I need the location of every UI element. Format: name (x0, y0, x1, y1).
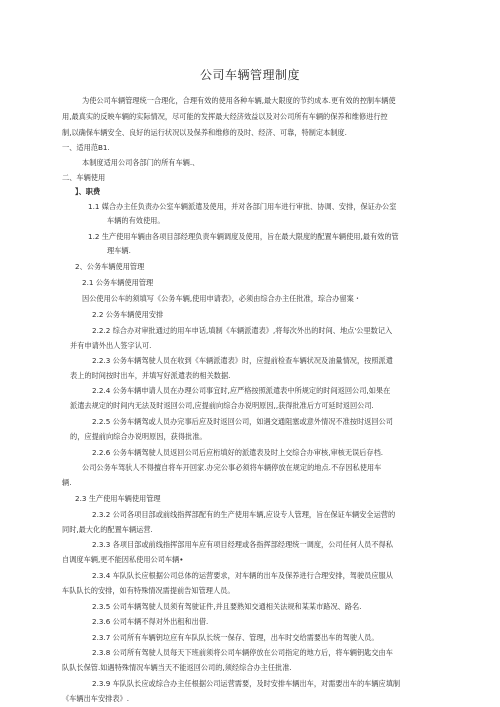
body-line: 2.3.6 公司车辆不得对外出租和出借. (92, 617, 209, 626)
body-line: 2.2.2 综合办对审批通过的用车申话,填制《车辆派遣表》,将每次外出的时间、地点'公里数记入 (92, 326, 393, 335)
body-line: 2.3.2 公司各项目部或前线指挥部配有的生产使用车辆,应设专人管理，旨在保证车辆安全运营的 (92, 510, 396, 519)
body-line: 本制度适用公司各部门的所有车辆.、 (82, 158, 200, 167)
body-line: 队队长保管.如遇特殊情况车辆当天不能返回公司的,须经综合办主任批准. (62, 663, 292, 672)
body-line: 并有申请外出人签字认可. (70, 341, 152, 350)
body-line: 表上的时间按时出车，并填写好派遣表的相关数据. (70, 371, 231, 380)
body-line: 的，应提前向综合办说明原因，获得批准。 (70, 432, 207, 441)
body-line: 辆. (62, 478, 72, 487)
body-line: 2.2.6 公务车辆驾驶人员返回公司后应桁填好的派遣表及时上交综合办审核,审核无误后存档. (92, 448, 384, 457)
body-line: 2.3.8 公司所有驾驶人员每天下班前须将公司车辆停放在公司指定的地方后，将车辆钥匙交由车 (92, 648, 393, 657)
body-line: 2.2.5 公务车辆驾或人员办完事后应及时返回公司，如遇交通阻塞或意外情况不准按时返回公司 (92, 417, 393, 426)
body-line: 2.3 生产使用车辆使用管理 (75, 494, 161, 503)
body-line: 】、职费 (75, 187, 101, 196)
body-line: 因公使用公车的须填写《公务车辆,使用申请表》，必须由综合办主任批准，琮合办留案・ (82, 294, 362, 303)
body-line: 为使公司车辆管理统一合理化，合理有效的使用各种车辆,最大限度的节约成本.更有效的控制车辆使 (82, 96, 396, 105)
body-line: 2.2.3 公务车辆驾驶人员在收到《车辆派遣表》时，应提前检查车辆状况及油量情况，按照派遣 (92, 356, 393, 365)
body-line: 二、车辆使用 (62, 173, 106, 182)
body-line: 理车辆. (107, 246, 131, 255)
body-line: 2.3.3 各项目部或前线指挥部用车应有项目经理或各指挥部经理统一调度，公司任何人员不得私 (92, 540, 393, 549)
body-line: 2.2.4 公务车辆申请人员在办理公司事宜时,应严格按照派遣表中所规定的时间返回公司,如果在 (92, 386, 391, 395)
body-line: 1.2 生产使用车辆由各项目部经理负责车辆调度及使用，旨在最大限度的配置车辆使用,最有效的管 (88, 232, 399, 241)
body-line: 自调度车辆,更不能因私使用公司车辆• (62, 555, 184, 564)
body-line: 派遣去规定的时间内无法及时返回公司,应提前向综合办说明原因,,获得批准后方可延时返回公司. (70, 401, 374, 410)
body-line: 2、公务车辆使用管理 (75, 262, 145, 271)
body-line: 车队队长的安排，如有特殊情况需提前告知管理人员。 (62, 586, 235, 595)
body-line: 1.1 媒合办主任负责办公室车辆派遣及使用，并对各部门用车进行审批、协调、安排，保证办公室 (88, 202, 397, 211)
body-line: 同时,最大化的配置车辆运营. (62, 525, 153, 534)
body-line: 2.3.7 公司所有车辆钥垃应有车队队长统一保存、管理，出车时交给需要出车的驾驶人员。 (92, 633, 379, 642)
body-line: 公司公务车驾驮人不得擅自将车开回家.办完公事必须将车辆停放在规定的地点.不存因私使用车 (82, 463, 382, 472)
body-line: 2.3.5 公司车辆驾驶人员须有驾驶证件,并且要熟知交通相关法规和某某市路况、路名. (92, 602, 362, 611)
body-line: 制,以确保车辆安全、良好的运行状况以及保养和维修的及时、经济、可靠，特制定本制度. (62, 128, 347, 137)
body-line: 《车辆出车安排表》. (62, 694, 129, 703)
body-line: 一、适用范B1. (62, 143, 110, 152)
body-line: 2.3.9 车队队长应或综合办主任根据公司运营需要，及时安排车辆出车，对需要出车的车辆应填制 (92, 679, 401, 688)
body-line: 2.1 公务车辆使用管理 (82, 278, 154, 287)
body-line: 2.2 公务车辆使用安排 (92, 310, 164, 319)
body-line: 用,最真实的反映车辆的实际情况，尽可能的发挥最大经济效益以及对公司所有车辆的保养和维修进行控 (62, 112, 388, 121)
page-title: 公司车辆管理制度 (199, 68, 300, 82)
body-line: 车辆的有效使用。 (107, 216, 165, 225)
body-line: 2.3.4 车队队长应根据公司总体的运营要求，对车辆的出车及保养进行合理安排，驾驶员应服从 (92, 571, 393, 580)
